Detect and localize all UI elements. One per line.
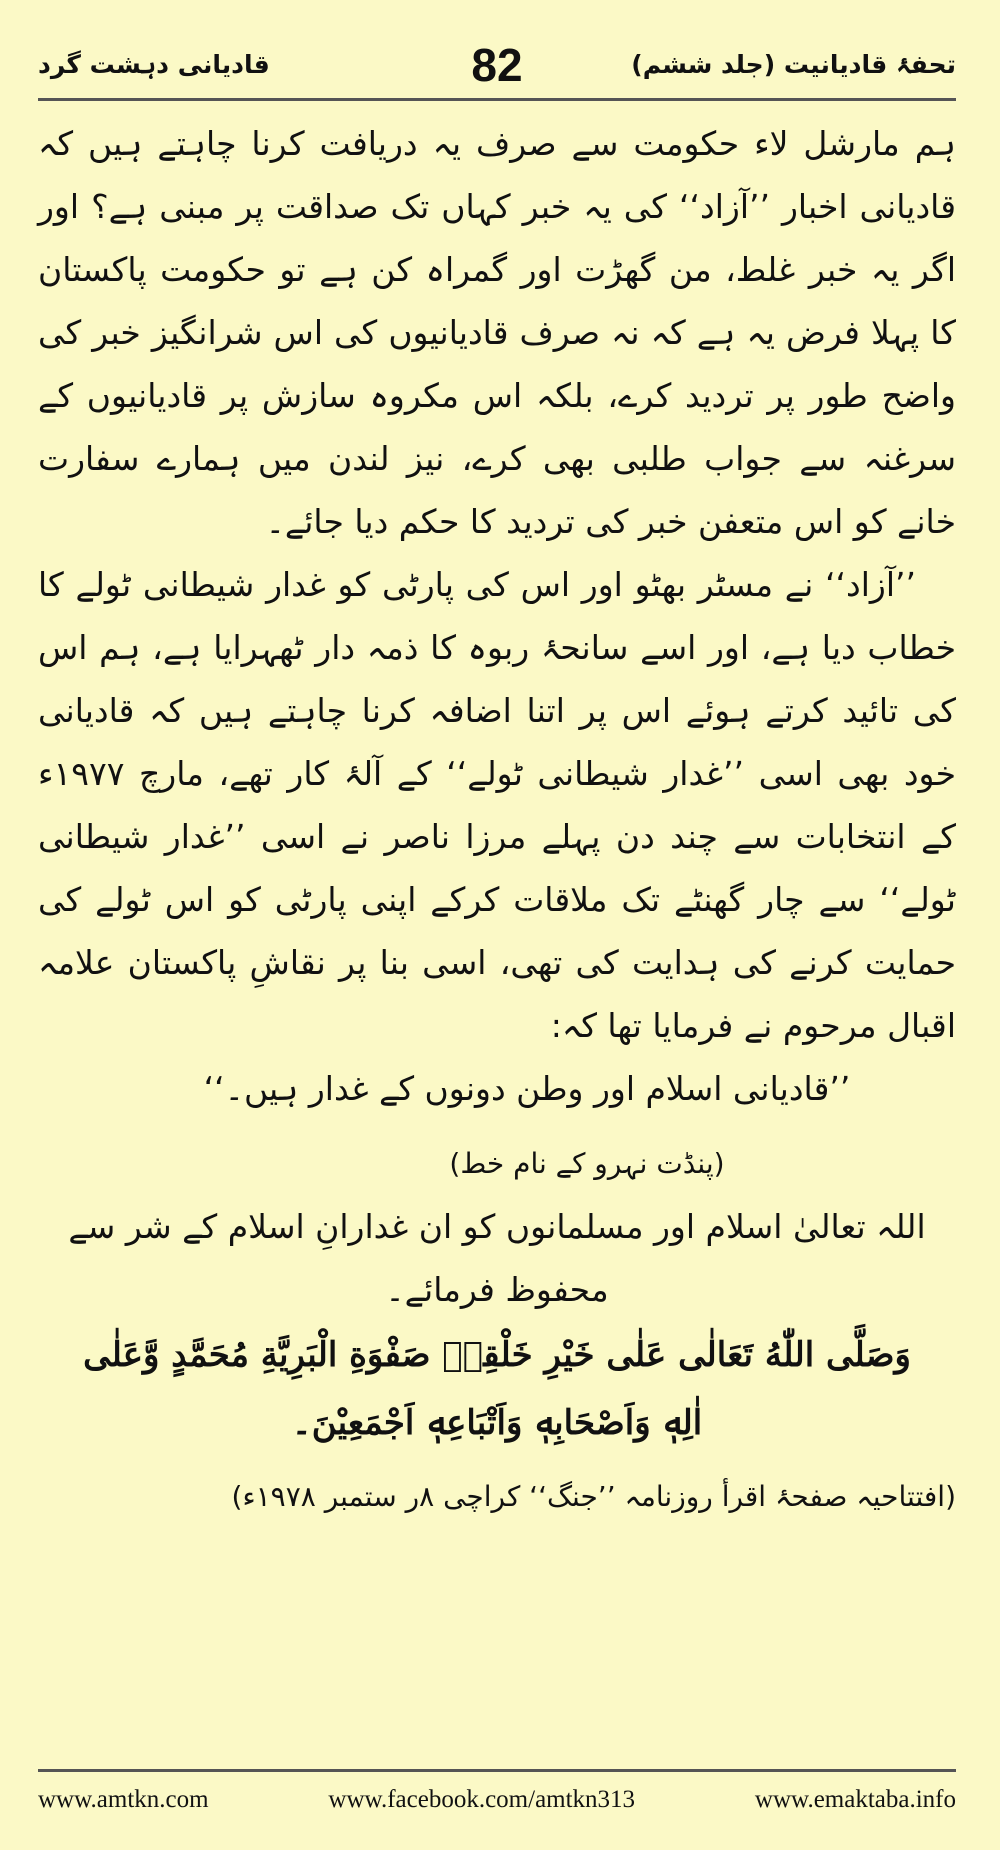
- iqbal-quote: ’’قادیانی اسلام اور وطن دونوں کے غدار ہیں۔‘‘: [203, 1069, 851, 1108]
- arabic-benediction-line-2: اٰلِهٖ وَاَصْحَابِهٖ وَاَتْبَاعِهٖ اَجْمَعِیْنَ۔: [291, 1403, 703, 1443]
- footer-link-facebook[interactable]: www.facebook.com/amtkn313: [328, 1786, 636, 1813]
- source-citation: (افتتاحیہ صفحۂ اقرأ روزنامہ ’’جنگ‘‘ کراچی ۸ر ستمبر ۱۹۷۸ء): [231, 1480, 956, 1513]
- prayer-line: اللہ تعالیٰ اسلام اور مسلمانوں کو ان غدارانِ اسلام کے شر سے محفوظ فرمائے۔: [68, 1207, 926, 1309]
- quote-source: (پنڈت نہرو کے نام خط): [449, 1147, 725, 1180]
- paragraph-1: ہم مارشل لاء حکومت سے صرف یہ دریافت کرنا چاہتے ہیں کہ قادیانی اخبار ’’آزاد‘‘ کی یہ خبر کہاں تک صداقت پر مبنی ہے؟ اور اگر یہ خبر غلط، من گھڑت اور گمراہ کن ہے تو حکومت پاکستان کا پہلا فرض یہ ہے کہ نہ صرف قادیانیوں کی اس شرانگیز خبر کی واضح طور پر تردید کرے، بلکہ اس مکروہ سازش پر قادیانیوں کے سرغنہ سے جواب طلبی بھی کرے، نیز لندن میں ہمارے سفارت خانے کو اس متعفن خبر کی تردید کا حکم دیا جائے۔: [38, 124, 956, 541]
- footer-links: [38, 1786, 956, 1814]
- page-footer: [38, 1769, 956, 1832]
- page-number: 82: [471, 39, 523, 91]
- footer-link-amtkn[interactable]: www.amtkn.com: [38, 1786, 209, 1813]
- page-header: [38, 30, 956, 101]
- footer-link-emaktaba[interactable]: www.emaktaba.info: [754, 1786, 956, 1813]
- arabic-benediction-line-1: وَصَلَّى اللّٰهُ تَعَالٰی عَلٰی خَیْرِ خَلْقِهٖ صَفْوَةِ الْبَرِیَّةِ مُحَمَّدٍ وَّعَلٰی: [83, 1335, 911, 1375]
- book-title: تحفۂ قادیانیت (جلد ششم): [631, 50, 956, 79]
- page-body: [38, 112, 956, 1528]
- paragraph-2: ’’آزاد‘‘ نے مسٹر بھٹو اور اس کی پارٹی کو غدار شیطانی ٹولے کا خطاب دیا ہے، اور اسے سانحۂ ربوہ کا ذمہ دار ٹھہرایا ہے، ہم اس کی تائید کرتے ہوئے اس پر اتنا اضافہ کرنا چاہتے ہیں کہ قادیانی خود بھی اسی ’’غدار شیطانی ٹولے‘‘ کے آلۂ کار تھے، مارچ ۱۹۷۷ء کے انتخابات سے چند دن پہلے مرزا ناصر نے اسی ’’غدار شیطانی ٹولے‘‘ سے چار گھنٹے تک ملاقات کرکے اپنی پارٹی کو اس ٹولے کی حمایت کرنے کی ہدایت کی تھی، اسی بنا پر نقاشِ پاکستان علامہ اقبال مرحوم نے فرمایا تھا کہ:: [38, 565, 956, 1045]
- chapter-title: قادیانی دہشت گرد: [38, 50, 270, 79]
